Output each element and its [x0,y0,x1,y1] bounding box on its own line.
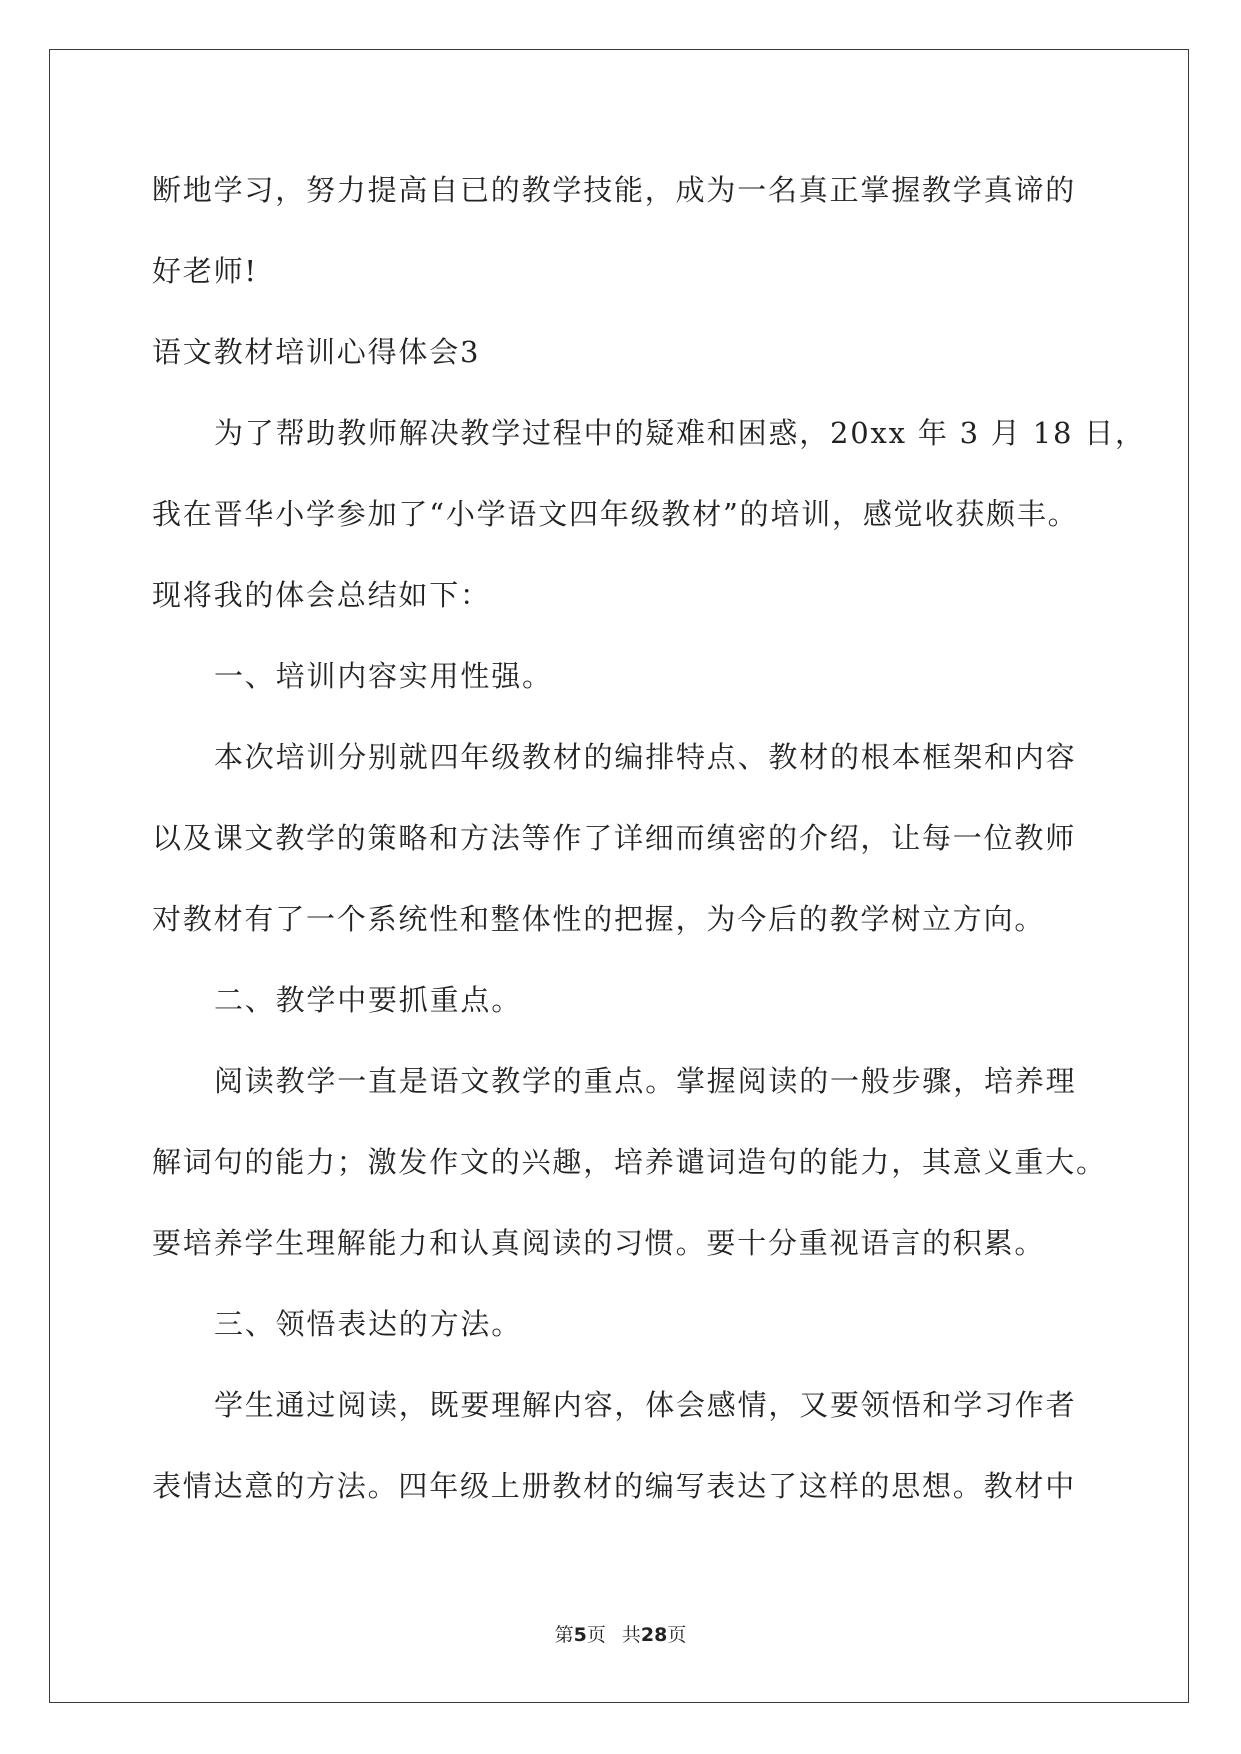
text-line: 我在晋华小学参加了“小学语文四年级教材”的培训，感觉收获颇丰。 [152,497,1079,531]
text-line: 本次培训分别就四年级教材的编排特点、教材的根本框架和内容 [214,740,1077,774]
text-line: 断地学习，努力提高自已的教学技能，成为一名真正掌握教学真谛的 [152,173,1077,207]
text-line: 对教材有了一个系统性和整体性的把握，为今后的教学树立方向。 [152,902,1046,936]
text-line: 三、领悟表达的方法。 [214,1307,523,1341]
page-footer [0,1620,1241,1647]
text-line: 一、培训内容实用性强。 [214,659,553,693]
document-body [152,160,1146,1537]
footer-page-suffix: 页 [586,1624,606,1646]
footer-page-number: 5 [573,1624,587,1646]
footer-total-suffix: 页 [667,1624,687,1646]
text-line: 解词句的能力；激发作文的兴趣，培养谴词造句的能力，其意义重大。 [152,1145,1107,1179]
text-line: 好老师! [152,254,258,288]
footer-total-prefix: 共 [621,1624,641,1646]
text-line: 现将我的体会总结如下： [152,578,491,612]
text-line: 要培养学生理解能力和认真阅读的习惯。要十分重视语言的积累。 [152,1226,1046,1260]
text-line: 阅读教学一直是语文教学的重点。掌握阅读的一般步骤，培养理 [214,1064,1077,1098]
footer-prefix: 第 [554,1624,574,1646]
text-line: 以及课文教学的策略和方法等作了详细而缜密的介绍，让每一位教师 [152,821,1077,855]
text-line: 表情达意的方法。四年级上册教材的编写表达了这样的思想。教材中 [152,1469,1077,1503]
text-line: 二、教学中要抓重点。 [214,983,523,1017]
text-line: 语文教材培训心得体会3 [152,335,481,369]
text-line: 为了帮助教师解决教学过程中的疑难和困惑，20xx 年 3 月 18 日， [214,416,1146,450]
text-line: 学生通过阅读，既要理解内容，体会感情，又要领悟和学习作者 [214,1388,1077,1422]
footer-total-pages: 28 [640,1624,668,1646]
